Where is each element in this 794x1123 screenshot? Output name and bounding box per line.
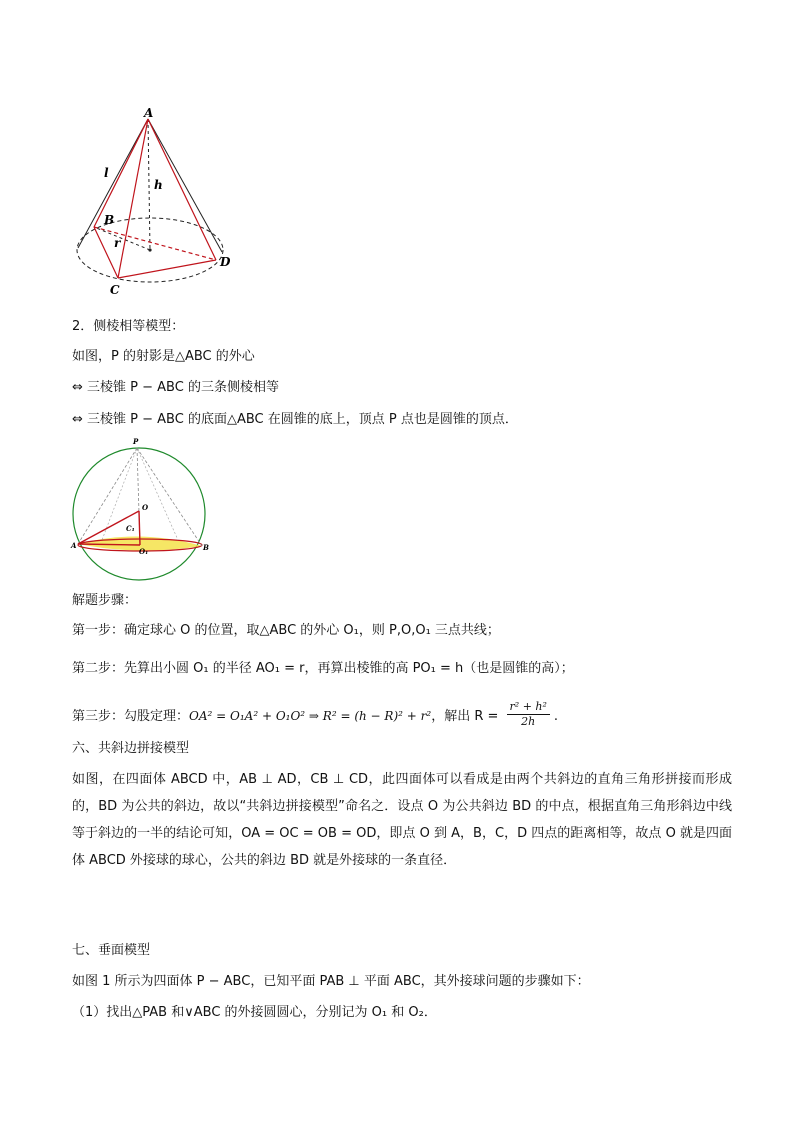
step1: 第一步：确定球心 O 的位置，取△ABC 的外心 O₁，则 P,O,O₁ 三点共线； bbox=[72, 623, 500, 638]
generator-PB bbox=[137, 448, 202, 546]
step3-mid: ，解出 R = bbox=[431, 709, 499, 724]
section6-paragraph: 如图，在四面体 ABCD 中，AB ⊥ AD，CB ⊥ CD，此四面体可以看成是由两个共斜边的直角三角形拼接而形成的，BD 为公共的斜边，故以“共斜边拼接模型”命名之．设点 O 为公共斜边 BD 的中点，根据直角三角形斜边中线等于斜边的一半的结论可知，OA = OC = OB = OD，即点 O 到 A，B，C，D 四点的距离相等，故点 O 就是四面体 ABCD 外接球的球心，公共的斜边 BD 就是外接球的一条直径． bbox=[72, 772, 732, 868]
section7-heading: 七、垂面模型 bbox=[72, 943, 151, 958]
cone-left-generator bbox=[78, 119, 148, 248]
segment-OO1 bbox=[139, 511, 140, 545]
fraction-denominator: 2h bbox=[521, 715, 536, 728]
steps-heading: 解题步骤： bbox=[72, 593, 138, 608]
label-C: C bbox=[110, 283, 120, 297]
step3 bbox=[72, 702, 558, 731]
edge-CD bbox=[118, 260, 216, 278]
label-O: O bbox=[142, 503, 149, 512]
step3-prefix: 第三步：勾股定理： bbox=[72, 709, 190, 724]
section7-line2: （1）找出△PAB 和∨ABC 的外接圆圆心，分别记为 O₁ 和 O₂． bbox=[72, 1005, 437, 1020]
label-P: P bbox=[133, 437, 139, 446]
section2-line1: 如图，P 的射影是△ABC 的外心 bbox=[72, 349, 255, 364]
step3-end: . bbox=[553, 709, 559, 724]
label-B: B bbox=[104, 213, 115, 227]
section2-heading: 2．侧棱相等模型： bbox=[72, 319, 185, 334]
sphere-cone-figure bbox=[66, 436, 216, 586]
section7-line1: 如图 1 所示为四面体 P − ABC，已知平面 PAB ⊥ 平面 ABC，其外接球问题的步骤如下： bbox=[72, 974, 590, 989]
segment-AO1 bbox=[78, 544, 140, 545]
edge-AC bbox=[118, 119, 148, 278]
edge-BC bbox=[94, 227, 118, 278]
cone-figure bbox=[70, 105, 250, 300]
fraction-numerator: r² + h² bbox=[507, 700, 550, 715]
step2: 第二步：先算出小圆 O₁ 的半径 AO₁ = r，再算出棱锥的高 PO₁ = h（也是圆锥的高）； bbox=[72, 661, 574, 676]
label-l: l bbox=[104, 166, 109, 180]
label-h: h bbox=[154, 178, 163, 192]
label-A: A bbox=[144, 106, 154, 120]
cone-radius bbox=[94, 227, 150, 250]
label-B: B bbox=[203, 543, 209, 552]
label-r: r bbox=[114, 236, 121, 250]
label-A: A bbox=[71, 541, 77, 550]
edge-BD bbox=[94, 227, 216, 260]
label-D: D bbox=[220, 255, 231, 269]
step3-fraction bbox=[507, 700, 550, 729]
label-O1: O₁ bbox=[139, 547, 149, 556]
edge-AB bbox=[94, 119, 148, 227]
section2-line3: ⇔ 三棱锥 P − ABC 的底面△ABC 在圆锥的底上，顶点 P 点也是圆锥的顶点． bbox=[72, 412, 518, 427]
step3-formula: OA² = O₁A² + O₁O² ⇒ R² = (h − R)² + r² bbox=[189, 709, 432, 723]
section2-line2: ⇔ 三棱锥 P − ABC 的三条侧棱相等 bbox=[72, 380, 279, 395]
generator-P-right bbox=[137, 448, 178, 540]
cone-height bbox=[148, 119, 150, 250]
section6-heading: 六、共斜边拼接模型 bbox=[72, 741, 190, 756]
base-center-dot bbox=[148, 248, 151, 251]
label-C1: C₁ bbox=[126, 524, 135, 533]
